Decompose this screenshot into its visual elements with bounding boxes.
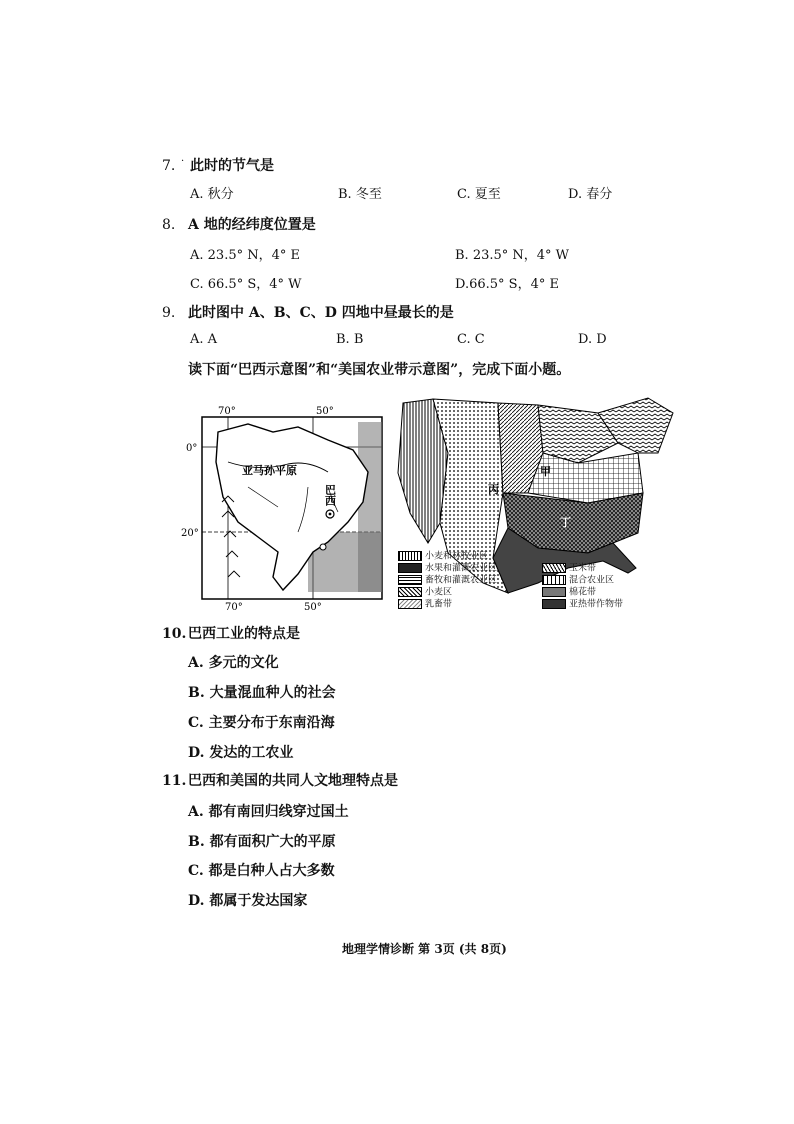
question-11-option-c: C. 都是白种人占大多数 — [188, 863, 335, 879]
legend-swatch — [398, 599, 422, 609]
legend-swatch — [542, 563, 566, 573]
legend-swatch — [398, 575, 422, 585]
legend-label: 水果和灌溉农业区 — [425, 563, 498, 574]
city-symbol-2 — [320, 544, 326, 550]
lon-bottom-left: 70° — [225, 602, 243, 613]
question-9-option-a: A. A — [190, 332, 218, 347]
lon-top-right: 50° — [316, 406, 334, 417]
legend-swatch — [542, 587, 566, 597]
question-11-option-b: B. 都有面积广大的平原 — [188, 834, 336, 850]
question-10-number: 10. — [162, 626, 187, 642]
lon-top-left: 70° — [218, 406, 236, 417]
question-8-option-a: A. 23.5° N，4° E — [190, 248, 300, 263]
question-11-option-d: D. 都属于发达国家 — [188, 893, 308, 909]
question-9-number: 9. — [162, 305, 176, 321]
question-7-option-b: B. 冬至 — [338, 187, 382, 202]
question-7-number: 7. — [162, 158, 176, 174]
question-9-stem: 此时图中 A、B、C、D 四地中昼最长的是 — [188, 305, 454, 321]
legend-label: 小麦区 — [425, 587, 453, 598]
legend-label: 乳畜带 — [425, 599, 453, 610]
legend-swatch — [398, 563, 422, 573]
lon-bottom-right: 50° — [304, 602, 322, 613]
question-8-option-c: C. 66.5° S，4° W — [190, 277, 302, 292]
question-10-stem: 巴西工业的特点是 — [188, 626, 300, 642]
zone-label-jia: 甲 — [540, 465, 551, 478]
legend-item-subtropical — [542, 599, 623, 611]
question-10-option-a: A. 多元的文化 — [188, 655, 279, 671]
amazon-plain-label: 亚马孙平原 — [242, 464, 297, 477]
brazil-map — [178, 402, 388, 617]
question-9-option-b: B. B — [336, 332, 364, 347]
legend-item-corn — [542, 563, 596, 575]
question-8-number: 8. — [162, 217, 176, 233]
legend-label: 棉花带 — [569, 587, 597, 598]
map-intro: 读下面“巴西示意图”和“美国农业带示意图”，完成下面小题。 — [188, 362, 571, 378]
question-7-option-a: A. 秋分 — [190, 187, 234, 202]
legend-item-cotton — [542, 587, 596, 599]
question-9-option-c: C. C — [457, 332, 485, 347]
question-8-option-b: B. 23.5° N，4° W — [455, 248, 570, 263]
question-9-option-d: D. D — [578, 332, 607, 347]
legend-item-wheat-forest — [398, 551, 488, 563]
legend-item-livestock — [398, 575, 497, 587]
legend-item-fruit — [398, 563, 497, 575]
page-footer: 地理学情诊断 第 3页 (共 8页) — [342, 942, 507, 956]
legend-item-mixed — [542, 575, 614, 587]
question-8-option-d: D.66.5° S，4° E — [455, 277, 559, 292]
legend-item-wheat — [398, 587, 452, 599]
legend-label: 玉米带 — [569, 563, 597, 574]
legend-label: 小麦和林牧业区 — [425, 551, 489, 562]
lat-0: 0° — [186, 443, 198, 454]
brazil-label: 巴西 — [323, 484, 337, 506]
zone-corn — [528, 453, 643, 503]
zone-label-bing: 丙 — [488, 483, 499, 496]
question-7-option-c: C. 夏至 — [457, 187, 501, 202]
question-10-option-d: D. 发达的工农业 — [188, 745, 294, 761]
question-11-option-a: A. 都有南回归线穿过国土 — [188, 804, 349, 820]
question-10-option-c: C. 主要分布于东南沿海 — [188, 715, 335, 731]
legend-label: 畜牧和灌溉农业区 — [425, 575, 498, 586]
legend-swatch — [542, 599, 566, 609]
question-7-option-d: D. 春分 — [568, 187, 613, 202]
question-11-stem: 巴西和美国的共同人文地理特点是 — [188, 773, 398, 789]
city-dot — [329, 513, 332, 516]
brazil-map-svg — [178, 402, 388, 617]
question-7-stem: 此时的节气是 — [190, 158, 274, 174]
question-8-stem: A 地的经纬度位置是 — [188, 217, 316, 233]
legend-swatch — [542, 575, 566, 585]
legend-item-dairy — [398, 599, 452, 611]
zone-label-ding: 丁 — [560, 516, 571, 529]
lat-20: 20° — [181, 528, 199, 539]
legend-label: 混合农业区 — [569, 575, 615, 586]
question-10-option-b: B. 大量混血种人的社会 — [188, 685, 336, 701]
question-11-number: 11. — [162, 773, 187, 789]
legend-label: 亚热带作物带 — [569, 599, 624, 610]
stray-mark: · — [181, 156, 185, 167]
legend-swatch — [398, 551, 422, 561]
legend-swatch — [398, 587, 422, 597]
